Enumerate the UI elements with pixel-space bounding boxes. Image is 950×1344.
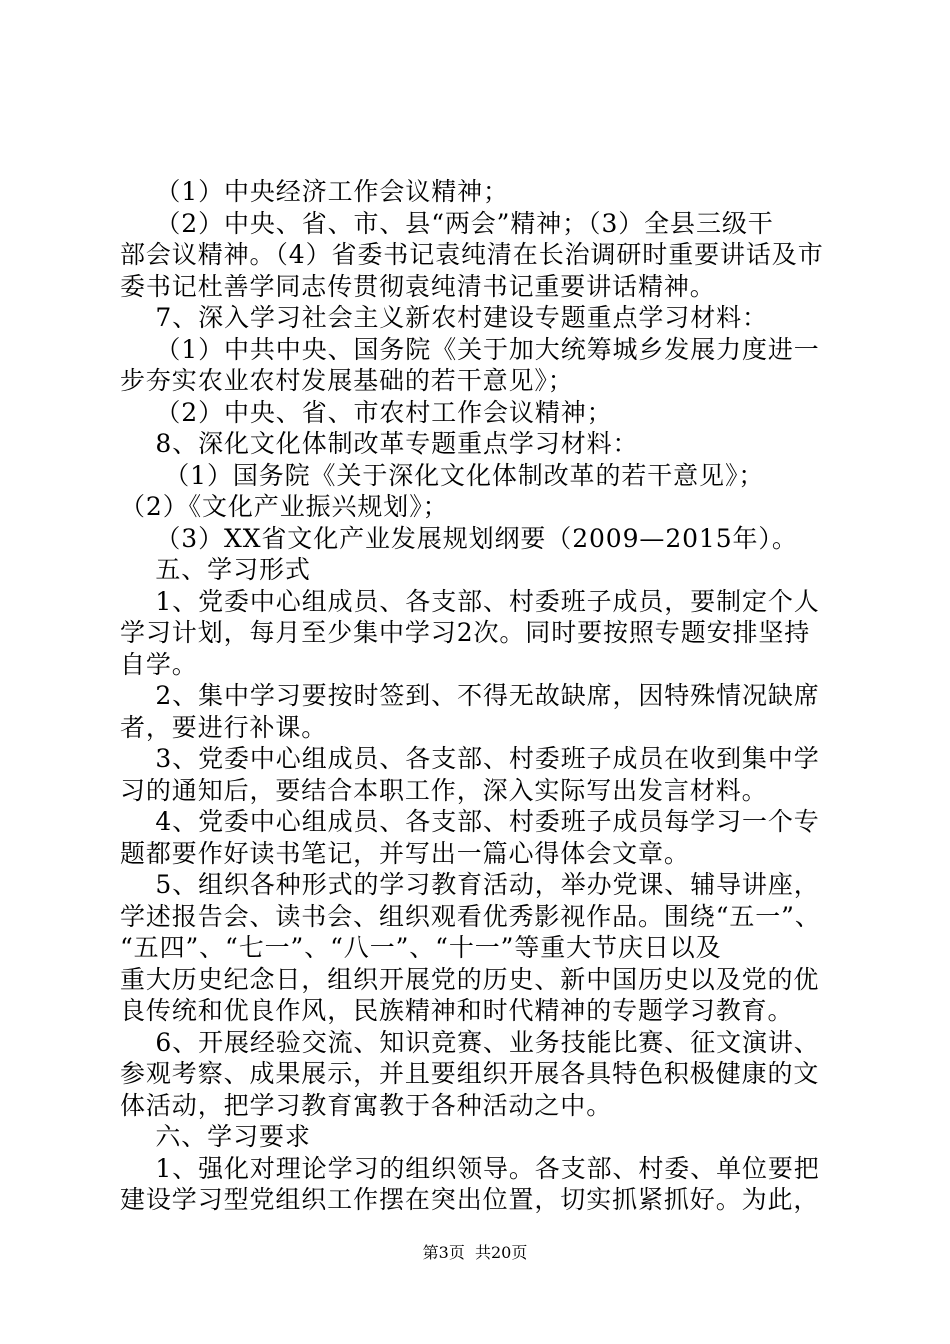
section-heading: 五、学习形式 bbox=[120, 555, 311, 584]
text-line: （3）XX省文化产业发展规划纲要（2009—2015年）。 bbox=[120, 523, 798, 553]
text-line: 重大历史纪念日，组织开展党的历史、新中国历史以及党的优 bbox=[120, 964, 820, 994]
text-line: （2）中央、省、市农村工作会议精神； bbox=[120, 397, 613, 427]
text-line: 1、强化对理论学习的组织领导。各支部、村委、单位要把 bbox=[120, 1153, 820, 1183]
text-line: （2）中央、省、市、县“两会”精神；（3）全县三级干 bbox=[120, 208, 774, 238]
page-footer: 第3页 共20页 bbox=[422, 1243, 528, 1262]
text-line: （1）国务院《关于深化文化体制改革的若干意见》； bbox=[120, 460, 765, 490]
text-line: （1）中央经济工作会议精神； bbox=[120, 177, 509, 206]
text-line: 体活动，把学习教育寓教于各种活动之中。 bbox=[120, 1090, 613, 1120]
text-line: 1、党委中心组成员、各支部、村委班子成员，要制定个人 bbox=[120, 586, 820, 616]
text-line: 步夯实农业农村发展基础的若干意见》； bbox=[120, 366, 574, 395]
text-line: 良传统和优良作风，民族精神和时代精神的专题学习教育。 bbox=[120, 996, 794, 1025]
text-line: 题都要作好读书笔记，并写出一篇心得体会文章。 bbox=[120, 838, 690, 868]
text-line: 自学。 bbox=[120, 649, 198, 679]
text-line: 建设学习型党组织工作摆在突出位置，切实抓紧抓好。为此， bbox=[120, 1185, 820, 1214]
text-line: 8、深化文化体制改革专题重点学习材料： bbox=[120, 429, 639, 458]
text-line: 习的通知后，要结合本职工作，深入实际写出发言材料。 bbox=[120, 775, 768, 805]
section-heading: 六、学习要求 bbox=[120, 1122, 311, 1151]
text-line: 6、开展经验交流、知识竞赛、业务技能比赛、征文演讲、 bbox=[120, 1027, 820, 1057]
text-line: 部会议精神。（4）省委书记袁纯清在长治调研时重要讲话及市 bbox=[120, 240, 824, 269]
text-line: 7、深入学习社会主义新农村建设专题重点学习材料： bbox=[120, 303, 768, 332]
text-line: 者，要进行补课。 bbox=[120, 712, 328, 742]
text-line: 5、组织各种形式的学习教育活动，举办党课、辅导讲座， bbox=[120, 870, 820, 899]
text-line: 2、集中学习要按时签到、不得无故缺席，因特殊情况缺席 bbox=[120, 681, 820, 710]
text-line: 学习计划，每月至少集中学习2次。同时要按照专题安排坚持 bbox=[120, 618, 811, 647]
text-line: 委书记杜善学同志传贯彻袁纯清书记重要讲话精神。 bbox=[120, 271, 716, 301]
text-line: 参观考察、成果展示，并且要组织开展各具特色积极健康的文 bbox=[120, 1059, 820, 1088]
text-line: 学述报告会、读书会、组织观看优秀影视作品。围绕“五一”、 bbox=[120, 901, 821, 931]
text-line: 3、党委中心组成员、各支部、村委班子成员在收到集中学 bbox=[120, 744, 820, 773]
body-text bbox=[120, 176, 832, 1216]
text-line: 4、党委中心组成员、各支部、村委班子成员每学习一个专 bbox=[120, 807, 820, 836]
text-line: “五四”、“七一”、“八一”、“十一”等重大节庆日以及 bbox=[120, 933, 722, 962]
text-line: （1）中共中央、国务院《关于加大统筹城乡发展力度进一 bbox=[120, 334, 820, 364]
text-line: （2）《文化产业振兴规划》； bbox=[120, 492, 449, 521]
